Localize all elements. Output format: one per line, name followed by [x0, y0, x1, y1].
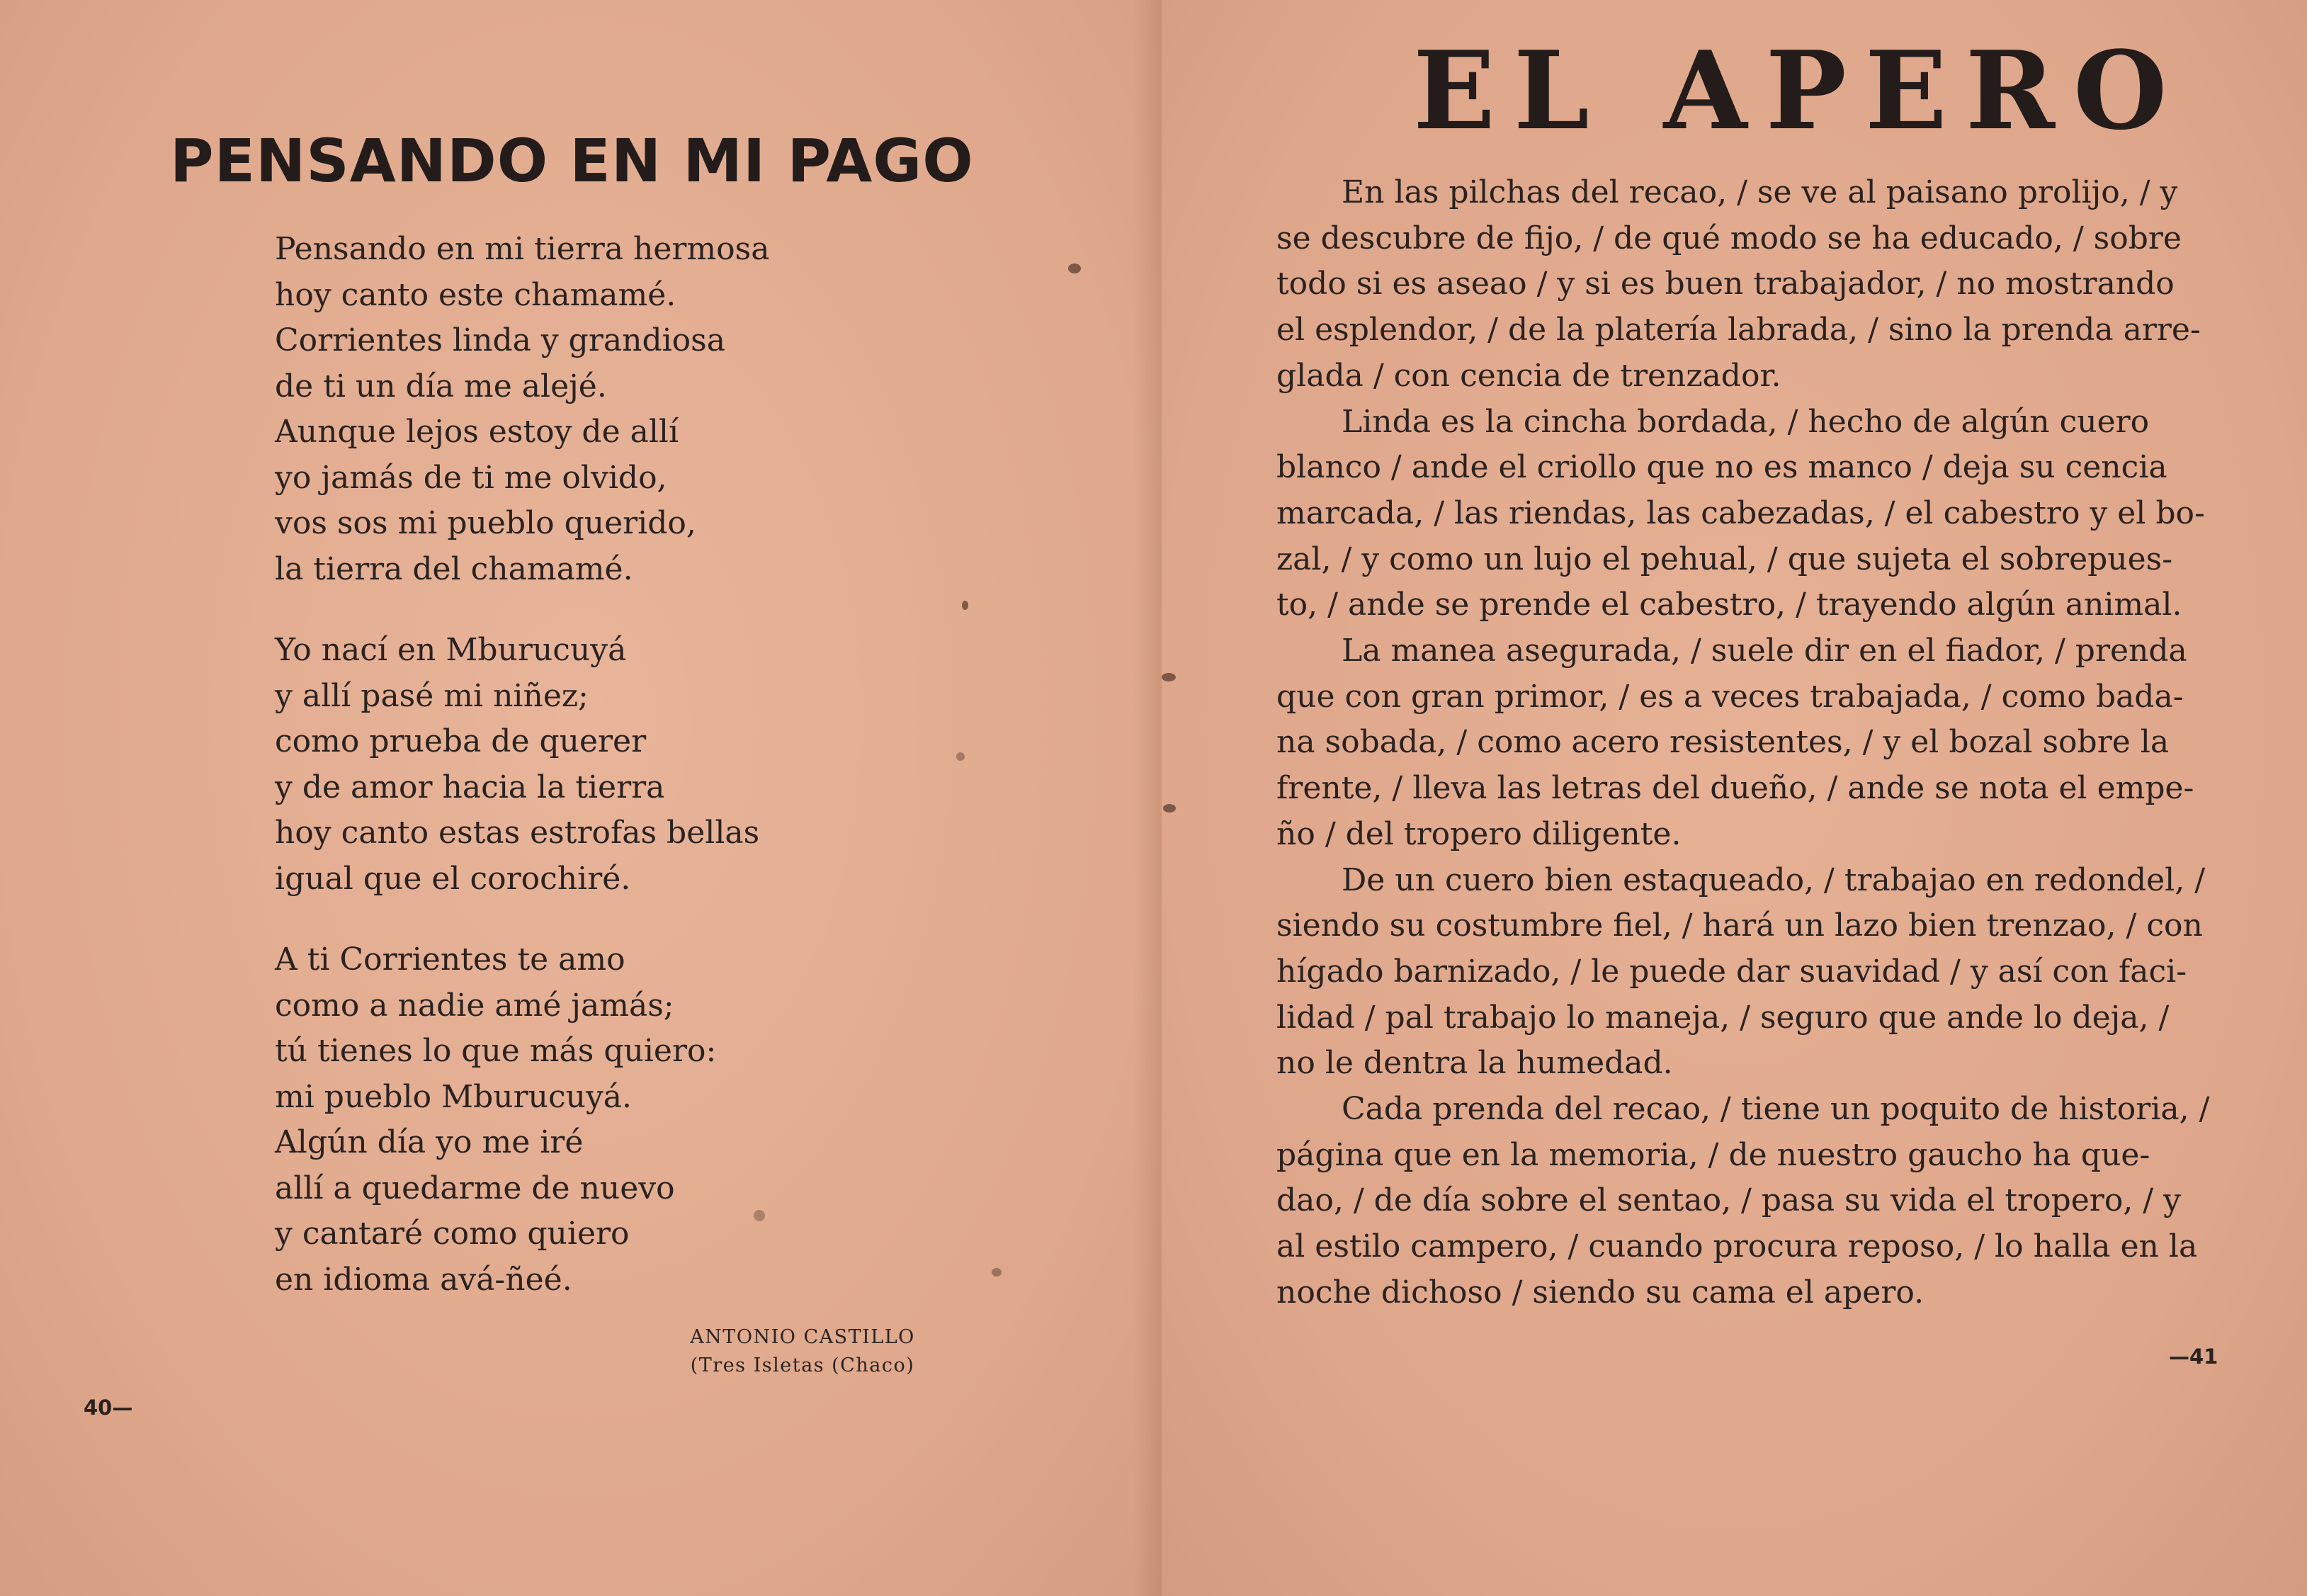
ink-spot: [754, 1210, 765, 1221]
article-line: no le dentra la humedad.: [1276, 1045, 1673, 1082]
article-line: Cada prenda del recao, / tiene un poquito de historia, /: [1342, 1091, 2210, 1128]
article-line: noche dichoso / siendo su cama el apero.: [1276, 1274, 1925, 1311]
article-line: dao, / de día sobre el sentao, / pasa su vida el tropero, / y: [1276, 1182, 2181, 1219]
poem-stanza: [275, 628, 912, 902]
article-line: ño / del tropero diligente.: [1276, 815, 1682, 852]
poem-line: hoy canto este chamamé.: [275, 276, 676, 313]
article-title: EL APERO: [1413, 27, 2186, 154]
article-line: Linda es la cincha bordada, / hecho de algún cuero: [1342, 403, 2150, 440]
ink-spot: [956, 752, 965, 761]
poem-line: como a nadie amé jamás;: [275, 987, 674, 1024]
article-paragraph: [1276, 858, 2206, 1087]
article-paragraph: [1276, 400, 2205, 629]
ink-spot: [962, 601, 968, 610]
poem-line: allí a quedarme de nuevo: [275, 1170, 675, 1206]
page-number-left: 40—: [84, 1396, 133, 1420]
poem-line: yo jamás de ti me olvido,: [275, 459, 667, 496]
poem-line: y cantaré como quiero: [275, 1216, 630, 1252]
article-line: que con gran primor, / es a veces trabajada, / como bada-: [1276, 678, 2184, 715]
ink-spot: [1162, 673, 1176, 681]
article-line: hígado barnizado, / le puede dar suavidad / y así con faci-: [1276, 953, 2187, 990]
poem-title: PENSANDO EN MI PAGO: [170, 126, 974, 196]
article-paragraph: [1276, 628, 2194, 858]
poem-line: y allí pasé mi niñez;: [275, 677, 589, 714]
author-place: (Tres Isletas (Chaco): [690, 1354, 915, 1376]
ink-spot: [1068, 264, 1081, 273]
poem-line: Yo nací en Mburucuyá: [275, 632, 627, 668]
article-line: to, / ande se prende el cabestro, / trayendo algún animal.: [1276, 587, 2182, 623]
poem-line: mi pueblo Mburucuyá.: [275, 1078, 633, 1115]
poem-body: [275, 227, 912, 1338]
poem-line: de ti un día me alejé.: [275, 368, 607, 404]
article-line: zal, / y como un lujo el pehual, / que sujeta el sobrepues-: [1276, 541, 2173, 577]
poem-line: Pensando en mi tierra hermosa: [275, 231, 770, 267]
article-line: En las pilchas del recao, / se ve al paisano prolijo, / y: [1342, 174, 2178, 210]
article-line: marcada, / las riendas, las cabezadas, / el cabestro y el bo-: [1276, 494, 2205, 531]
article-line: lidad / pal trabajo lo maneja, / seguro que ande lo deja, /: [1276, 999, 2170, 1036]
poem-line: Aunque lejos estoy de allí: [275, 414, 679, 450]
poem-line: la tierra del chamamé.: [275, 550, 633, 587]
poem-author: [686, 1323, 919, 1380]
article-line: página que en la memoria, / de nuestro gaucho ha que-: [1276, 1136, 2150, 1173]
right-page: [1162, 0, 2307, 1596]
poem-line: en idioma avá-ñeé.: [275, 1261, 572, 1298]
article-line: La manea asegurada, / suele dir en el fiador, / prenda: [1342, 633, 2187, 669]
article-line: frente, / lleva las letras del dueño, / ande se nota el empe-: [1276, 770, 2194, 807]
article-body: [1276, 170, 2210, 1316]
poem-stanza: [275, 937, 912, 1303]
article-line: todo si es aseao / y si es buen trabajador, / no mostrando: [1276, 266, 2175, 302]
article-paragraph: [1276, 170, 2201, 400]
article-line: na sobada, / como acero resistentes, / y el bozal sobre la: [1276, 724, 2170, 761]
ink-spot: [1163, 804, 1176, 813]
article-line: De un cuero bien estaqueado, / trabajao en redondel, /: [1342, 861, 2206, 898]
article-paragraph: [1276, 1087, 2210, 1316]
article-line: el esplendor, / de la platería labrada, / sino la prenda arre-: [1276, 312, 2201, 349]
page-number-right: —41: [2169, 1345, 2218, 1369]
poem-stanza: [275, 227, 912, 592]
poem-line: vos sos mi pueblo querido,: [275, 505, 696, 541]
poem-line: A ti Corrientes te amo: [275, 941, 625, 978]
author-name: ANTONIO CASTILLO: [690, 1326, 915, 1348]
article-line: al estilo campero, / cuando procura reposo, / lo halla en la: [1276, 1228, 2198, 1265]
poem-line: Corrientes linda y grandiosa: [275, 322, 725, 358]
poem-line: tú tienes lo que más quiero:: [275, 1033, 717, 1069]
poem-line: hoy canto estas estrofas bellas: [275, 815, 760, 851]
poem-line: y de amor hacia la tierra: [275, 769, 665, 805]
ink-spot: [992, 1268, 1002, 1277]
article-line: glada / con cencia de trenzador.: [1276, 357, 1781, 394]
article-line: se descubre de fijo, / de qué modo se ha educado, / sobre: [1276, 220, 2182, 256]
poem-line: como prueba de querer: [275, 723, 647, 759]
poem-line: Algún día yo me iré: [275, 1124, 584, 1160]
article-line: siendo su costumbre fiel, / hará un lazo bien trenzao, / con: [1276, 907, 2203, 944]
poem-line: igual que el corochiré.: [275, 860, 631, 897]
article-line: blanco / ande el criollo que no es manco / deja su cencia: [1276, 449, 2167, 486]
